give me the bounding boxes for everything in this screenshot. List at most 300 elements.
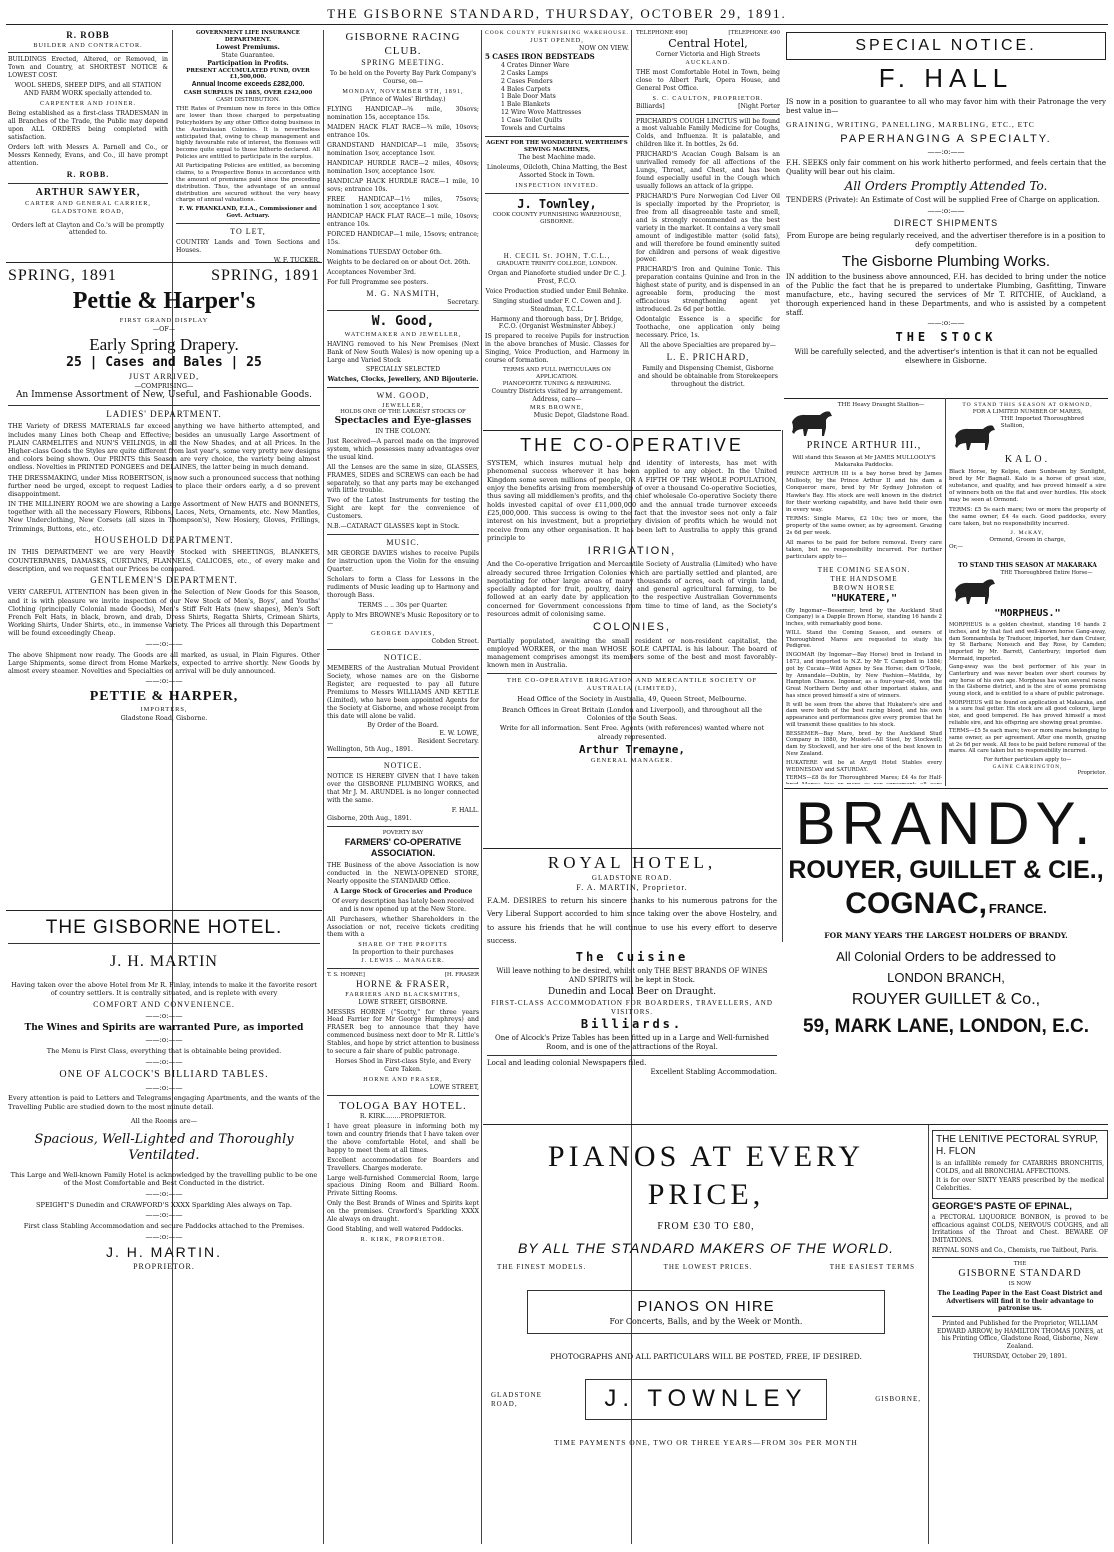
ormond-sign: J. McKAY, <box>1010 530 1045 537</box>
hukatere-p6: HUKATERE will be at Argyll Hotel Stables every WEDNESDAY and SATURDAY. <box>786 759 942 773</box>
horne-sign: HORNE AND FRASER, <box>363 1076 443 1083</box>
music-sign: GEORGE DAVIES, <box>370 629 436 637</box>
notice1-p1: MEMBERS of the Australian Mutual Provident Society, whose names are on the Gisborne Register, are requested to pay all future Premiums to Messrs WILLIAMS AND KETTLE (Limited), who have been appointed Agents for the Society at Gisborne, and whose receipt from this date will alone be valid. <box>327 664 479 720</box>
divider <box>327 757 479 758</box>
kalo-ad <box>949 402 1106 552</box>
brandy-addr: 59, MARK LANE, LONDON, E.C. <box>802 1015 1090 1037</box>
furnishing-item: 1 Bale Door Mats <box>501 93 556 101</box>
coop-p6: Branch Offices in Great Britain (London and Liverpool), and throughout all the Colonies of the South Seas. <box>501 705 763 722</box>
cecil-p9: Address, care— <box>532 395 582 403</box>
furnishing-item: Towels and Curtains <box>501 125 566 133</box>
hall-p6: Will be carefully selected, and the advertiser's intention is that it can not be equalled elsewhere in Gisborne. <box>794 347 1098 365</box>
divider <box>327 968 479 969</box>
central-left: Billiards] <box>636 102 665 110</box>
pettie-p1: THE Variety of DRESS MATERIALS far exceed anything we have hitherto attempted, and includes many Lines both Cheap and Effective; besides an unusually Large Assortment of PLAIN CARMELITES and NUN'S VEILINGS, in all the New Shades, and at all Prices. In the Higher-class Goods the Styles are quite different from last year's, some very pretty new designs and colors being shown. Our PRINTS this Season are very choice, the variety being almost endless. Novelties in PRINTED PONGEES and DELAINES, the latter being in much demand. <box>8 422 320 472</box>
column-3 <box>327 30 479 1545</box>
hall-p2: F.H. SEEKS only fair comment on his work hitherto performed, and feels certain that the Quality will bear out his claim. <box>786 158 1106 176</box>
column-rule <box>928 1125 929 1544</box>
brandy-p2: All Colonial Orders to be addressed to <box>836 948 1056 964</box>
govlife-l3: Participation in Profits. <box>207 59 289 67</box>
ornament: ——:o:—— <box>145 1036 183 1045</box>
racing-p7: FREE HANDICAP—1½ miles, 75sovs; nomination 1 sov, acceptance 1 sov. <box>327 195 479 211</box>
divider <box>8 943 320 944</box>
notice1-date: Wellington, 5th Aug., 1891. <box>327 746 413 754</box>
central-right: [Night Porter <box>738 102 780 110</box>
royal-billiards: Billiards. <box>580 1016 684 1031</box>
pianos-terms: TIME PAYMENTS ONE, TWO OR THREE YEARS—FROM 30s PER MONTH <box>554 1438 858 1448</box>
divider <box>932 1257 1108 1258</box>
cecil-sign: MRS BROWNE, <box>530 403 584 411</box>
farmers-p5: SHARE OF THE PROFITS <box>358 941 448 949</box>
furnishing-item: 1 Case Toilet Quilts <box>501 117 563 125</box>
furnishing-ad <box>485 30 629 248</box>
horne-addr: LOWE STREET, GISBORNE. <box>358 998 448 1006</box>
ornament: ——:o:—— <box>145 677 183 686</box>
furnishing-item: 2 Cases Fenders <box>501 77 553 85</box>
hotel-p11: First class Stabling Accommodation and secure Paddocks attached to the Premises. <box>23 1222 305 1231</box>
furnishing-item: 12 Wire Wove Mattresses <box>501 109 582 117</box>
pettie-p5: VERY CAREFUL ATTENTION has been given in the Selection of New Goods for this Season, and it is with pleasure we invite inspection of our New Stock of Men's, Boys', and Youths' Clothing (principally Colonial made Goods), Men's Stiff Felt Hats (new shapes), Men's Soft French Felt Hats, in black, brown, and drab, Dress Shirts, Regatta Shirts, Crimean Shirts, Working Shirts, Under Shirts, etc., in immense Variety. The Prices all through this Department will be found exceedingly Cheap. <box>8 588 320 638</box>
horne-sub: FARRIERS AND BLACKSMITHS, <box>345 990 461 998</box>
good-p1: HAVING removed to his New Premises (Next Bank of New South Wales) is now opening up a Large and Varied Stock <box>327 340 479 364</box>
divider <box>636 114 780 115</box>
racing-p10: Nominations TUESDAY October 6th. <box>327 249 442 257</box>
prince-title: PRINCE ARTHUR III., <box>806 440 922 451</box>
notice2-title: NOTICE. <box>383 761 423 771</box>
royal-addr: GLADSTONE ROAD. <box>591 873 673 882</box>
central-p1: THE most Comfortable Hotel in Town, being close to Albert Park, Opera House, and General Post Office. <box>636 68 780 92</box>
prichard-p1: PRICHARD'S COUGH LINCTUS will be found a most valuable Family Medicine for Coughs, Colds, and Influenza. It is palatable, and children like it. In bottles, 2s 6d. <box>636 117 780 149</box>
divider <box>784 398 1108 399</box>
pianos-title: PIANOS AT EVERY PRICE, <box>547 1140 865 1212</box>
furnishing-best: The best Machine made. <box>518 153 596 161</box>
racing-p4: GRANDSTAND HANDICAP—1 mile, 35sovs; nomination 1sov, acceptance 1sov. <box>327 141 479 157</box>
govlife-l1: Lowest Premiums. <box>216 43 280 51</box>
racing-date: MONDAY, NOVEMBER 9TH, 1891, <box>342 88 464 96</box>
hotel-p8: Spacious, Well-Lighted and Thoroughly Ventilated. <box>34 1131 294 1164</box>
divider <box>487 673 777 674</box>
music-p2: Scholars to form a Class for Lessons in the rudiments of Music leading up to Harmony and thorough Bass. <box>327 576 479 600</box>
gisborne-hotel-ad <box>8 916 320 1546</box>
ornament: ——:o:—— <box>927 319 965 328</box>
robb-h2: CARPENTER AND JOINER. <box>39 100 137 108</box>
hotel-p9: This Large and Well-known Family Hotel is acknowledged by the travelling public to be one of the Most Comfortable and Best Conducted in the district. <box>10 1171 318 1188</box>
morpheus-p4: Gang-away was the best performer of his year in Canterbury and was never beaten over short courses by any horse of his own age. Morpheus has won several races in the Gisborne district, and is the sire of some promising young stock, and is entitled to a share of public patronage. <box>949 664 1106 698</box>
prince-arthur-ad <box>786 402 942 562</box>
coop-sign: Arthur Tremayne, <box>579 742 685 756</box>
prince-p3: PRINCE ARTHUR III is a bay horse bred by James Mullooly, by the Prince Arthur II and his dam a Conqueror mare, bred by Mr Sydney Johnston of Hawke's Bay. His stock are well known in the district for their working capability, and have held their own in every way. <box>786 471 942 513</box>
pettie-p4: IN THIS DEPARTMENT we are very Heavily Stocked with SHEETINGS, BLANKETS, COUNTERPANES, DAMASKS, CURTAINS, FLANNELS, CALICOES, etc., of every make and description, and we request that our Prices be compared. <box>8 548 320 573</box>
imprint-date: THURSDAY, October 29, 1891. <box>973 1352 1067 1360</box>
racing-note: (Prince of Wales' Birthday.) <box>360 96 446 104</box>
furnishing-item: 4 Bales Carpets <box>501 85 551 93</box>
divider <box>485 136 629 137</box>
robb-name: R. ROBB <box>66 30 110 40</box>
bottom-right-ads <box>932 1128 1108 1546</box>
tolet-p1: COUNTRY Lands and Town Sections and Houses. <box>176 239 320 255</box>
govlife-title: GOVERNMENT LIFE INSURANCE DEPARTMENT. <box>195 30 301 43</box>
govlife-p1: THE Rates of Premium now in force in this Office are lower than those charged to perpetuating Policyholders by any other Office doing business in the Australasian Colonies. It is nevertheless anticipated that, owing to cheap management and highly favourable rate of interest, the Bonuses will become quite equal to those hitherto declared. All Policies are entitled to participate in the surplus. <box>176 106 320 161</box>
hotel-p7: All the Rooms are— <box>130 1117 198 1126</box>
ormond-p5: TERMS: £5 5s each mare; two or more the property of the same owner, £4 4s each. Good paddocks, every care taken, but no responsibility incurred. <box>949 506 1106 527</box>
govlife-l7: CASH DISTRIBUTION. <box>215 97 281 104</box>
prince-p4: TERMS: Single Mares, £2 10s; two or more, the property of the same owner, as by agreement. Grazing 2s 6d per week. <box>786 516 942 537</box>
ornament: ——:o:—— <box>145 1011 183 1020</box>
tologa-p2: Excellent accommodation for Boarders and Travellers. Charges moderate. <box>327 1156 479 1172</box>
prichard-p5: Odontalgic Essence is a specific for Toothache, one application only being necessary. Price, 1s. <box>636 316 780 339</box>
brandy-branch: LONDON BRANCH, <box>887 969 1005 985</box>
royal-cuisine: The Cuisine <box>575 950 689 965</box>
pettie-harper-ad <box>8 266 320 942</box>
tologa-p3: Large well-furnished Commercial Room, large spacious Dining Room and Billiard Room. Private Sitting Rooms. <box>327 1174 479 1198</box>
central-tel-left: TELEPHONE 490] <box>636 30 688 36</box>
hukatere-p3: INGOMAR (by Ingomar—Bay Horse) bred in Ireland in 1873, and imported to N.Z. by Mr T. Campbell in 1884; got by Cucaia—Wild Agnes by Sea Horse; dam O'Toole, by Annandale—Dublin, by New Fashion—Matilda, by Hampton Chance. Ingomar, as a four-year-old, won the Great Northern Derby and other important stakes, and has since proved himself a sire of winners. <box>786 652 942 699</box>
robb-p1: BUILDINGS Erected, Altered, or Removed, in Town and Country, at SHORTEST NOTICE & LOWEST COST. <box>8 56 168 80</box>
racing-p2: FLYING HANDICAP—⅝ mile, 30sovs; nomination 15s, acceptance 15s. <box>327 106 479 122</box>
royal-p6: Local and leading colonial Newspapers filed. <box>487 1059 647 1068</box>
robb-sign: R. ROBB. <box>66 169 110 179</box>
central-tel-right: [TELEPHONE 490 <box>728 30 780 36</box>
furnishing-items <box>485 62 629 133</box>
sawyer-addr: GLADSTONE ROAD, <box>51 207 125 215</box>
divider <box>6 262 322 263</box>
pianos-makers: BY ALL THE STANDARD MAKERS OF THE WORLD. <box>517 1239 895 1256</box>
ornament: ——:o:—— <box>145 1211 183 1220</box>
cecil-addr: Music Depot, Gladstone Road. <box>533 411 629 419</box>
pettie-ladies: LADIES' DEPARTMENT. <box>106 408 222 419</box>
furnishing-now: NOW ON VIEW. <box>579 44 629 52</box>
central-sign: S. C. CAULTON, PROPRIETOR. <box>652 94 764 102</box>
pettie-p6: The above Shipment now ready. The Goods are all marked, as usual, in Plain Figures. Other Large Shipments, some direct from Home Markets, expected to arrive shortly. New Goods by almost every steamer. Novelties and Specialties on arrival will be duly announced. <box>8 650 320 675</box>
central-city: AUCKLAND. <box>685 58 731 66</box>
coop-p1: SYSTEM, which insures mutual help and identity of interests, has met with phenomenal success wherever it has been applied to any object. In the United Kingdom some seven millions of people, OR A FIFTH OF THE WHOLE POPULATION, enjoy the benefits arising from membership of over a thousand Co-operative Societies, thus saving all middlemen's profits, and the chief wholesale Co-operative Society there holds invested capital of over £11,000,000 and the annual trade turnover exceeds £25,000,000. This success is owing to the fact that the investor sees not only a fair interest on his investment, but a proprietary division of profits which he would not receive from any other organisation. It has been left to Australia to apply this grand principle to <box>487 459 777 542</box>
cecil-p4: Harmony and thorough bass, Dr J. Bridge, F.C.O. (Organist Westminster Abbey.) <box>490 315 624 331</box>
central-addr: Corner Victoria and High Streets <box>655 50 761 58</box>
lenitive-p2: It is for over SIXTY YEARS prescribed by the medical Celebrities. <box>936 1177 1104 1193</box>
sawyer-p1: Orders left at Clayton and Co.'s will be promptly attended to. <box>11 221 165 237</box>
ornament: ——:o:—— <box>145 1232 183 1241</box>
hotel-sign: J. H. MARTIN. <box>106 1243 222 1260</box>
tolet-sign: W. F. TUCKER. <box>273 257 320 262</box>
morpheus-role: Proprietor. <box>1077 770 1106 777</box>
royal-p4: FIRST-CLASS ACCOMMODATION FOR BOARDERS, TRAVELLERS, AND VISITORS. <box>491 998 773 1016</box>
furnishing-p1: Linoleums, Oilcloth, China Matting, the Best Assorted Stock in Town. <box>486 163 628 179</box>
divider <box>483 1124 1108 1125</box>
brandy-ad <box>786 792 1106 1120</box>
column-rule <box>945 398 946 786</box>
pianos-name: J. TOWNLEY <box>585 1379 826 1420</box>
prince-p5: All mares to be paid for before removal. Every care taken, but no responsibility incurred. For further particulars apply to— <box>786 539 942 560</box>
ormond-p1: TO STAND THIS SEASON AT ORMOND, <box>962 402 1093 408</box>
pettie-p3: IN THE MILLINERY ROOM we are showing a Large Assortment of New HATS and BONNETS, together with all the necessary Flowers, Ribbons, Laces, Nets, Ornaments, etc. New Mantles, New Underclothing, New Corsets (all sizes in Thompson's), New Hosiery, Gloves, Frillings, Trimmings, Buttons, etc., etc. <box>8 500 320 533</box>
good-title: W. Good, <box>371 314 435 330</box>
pettie-household: HOUSEHOLD DEPARTMENT. <box>94 534 234 545</box>
robb-ad <box>8 30 168 262</box>
hotel-p10: SPEIGHT'S Dunedin and CRAWFORD'S XXXX Sparkling Ales always on Tap. <box>36 1200 292 1209</box>
govlife-l5: Annual Income exceeds £282,000. <box>191 81 305 89</box>
racing-p6: HANDICAP HACK HURDLE RACE—1 mile, 10 sovs; entrance 10s. <box>327 177 479 193</box>
coop-role: GENERAL MANAGER. <box>590 757 674 765</box>
hukatere-p1: (By Ingomar—Bessemer; bred by the Auckland Stud Company) is a Dapple Brown Horse, standing 16 hands 2 inches, with remarkably good bone. <box>786 607 942 628</box>
pianos-ad <box>487 1130 925 1548</box>
racing-p13: For full Programme see posters. <box>327 278 429 286</box>
racing-sub: SPRING MEETING. <box>361 58 445 68</box>
ornament: ——:o:—— <box>927 147 965 156</box>
notice2-sign: F. HALL. <box>451 807 479 815</box>
notice2-date: Gisborne, 20th Aug., 1891. <box>327 815 412 823</box>
hall-ad <box>786 30 1106 394</box>
furnishing-item: 2 Casks Lamps <box>501 69 549 77</box>
govlife-sign: F. W. FRANKLAND, F.I.A., Commissioner and Govt. Actuary. <box>179 206 317 220</box>
cecil-p2: Voice Production studied under Emil Behnke. <box>485 287 629 295</box>
farmers-p3: Of every description has lately been received and is now opened up at the New Store. <box>331 897 475 913</box>
ormond-p2: FOR A LIMITED NUMBER OF MARES, <box>972 409 1083 416</box>
morpheus-p5: MORPHEUS will be found on application at Makaraka, and is a sure foal getter. His stock are all good colours, large size, and good tempered. He has proved himself a most reliable sire, and his offspring are showing great promise. <box>949 699 1106 726</box>
royal-title: ROYAL HOTEL, <box>547 853 717 872</box>
column-rule <box>481 30 482 1544</box>
coop-p2: And the Co-operative Irrigation and Mercantile Society of Australia (Limited) who have already secured three Irrigation Colonies which are partially settled and planted, are negotiating for other large areas of many thousands of acres, each of virgin land, specially adapted for fruit, poultry, dairy, and general agricultural farming, to be followed at an early date by application to the respective Australian Governments concerned for Government concessions from time to time of land, as the Society's resources admit of colonising same. <box>487 560 777 619</box>
music-p4: Apply to Mrs BROWNE's Music Repository or to— <box>327 611 479 627</box>
divider <box>8 183 168 184</box>
standard-p1: The Leading Paper in the East Coast District and Advertisers will find it to their advantage to patronise us. <box>937 1289 1103 1313</box>
brandy-country: FRANCE. <box>988 901 1047 916</box>
robb-p2: WOOL SHEDS, SHEEP DIPS, and all STATION AND FARM WORK specially attended to. <box>14 82 162 98</box>
morpheus-p2: THE Thoroughbred Entire Horse— <box>1000 569 1093 576</box>
sawyer-trade: CARTER AND GENERAL CARRIER, <box>25 199 151 207</box>
royal-hotel-ad <box>487 852 777 1120</box>
hotel-p4: The Menu is First Class, everything that is obtainable being provided. <box>46 1047 282 1056</box>
prichard-sign: L. E. PRICHARD, <box>666 351 750 362</box>
coop-p4: THE CO-OPERATIVE IRRIGATION AND MERCANTILE SOCIETY OF AUSTRALIA (LIMITED), <box>506 676 758 693</box>
furnishing-item: 4 Crates Dinner Ware <box>501 61 570 69</box>
divider <box>327 826 479 827</box>
tologa-p1: I have great pleasure in informing both my town and country friends that I have taken over the above comfortable Hotel, and shall be happy to meet them at all times. <box>327 1122 479 1154</box>
tologa-p4: Only the Best Brands of Wines and Spirits kept on the premises. Crawford's Sparkling XXXX Ale always on draught. <box>327 1200 479 1224</box>
furnishing-sign: J. Townley, <box>517 196 597 211</box>
racing-role: Secretary. <box>447 299 479 307</box>
pianos-photo: PHOTOGRAPHS AND ALL PARTICULARS WILL BE POSTED, FREE, IF DESIRED. <box>550 1351 862 1361</box>
furnishing-cases: 5 CASES IRON BEDSTEADS <box>485 51 595 61</box>
divider <box>327 1095 479 1096</box>
notice1-title: NOTICE. <box>383 652 423 662</box>
robb-p4: Orders left with Messrs A. Parnell and Co., or Messrs Kennedy, Evans, and Co., ill have prompt attention. <box>8 143 168 167</box>
morpheus-p7: For further particulars apply to— <box>983 756 1072 763</box>
divider <box>932 1316 1108 1317</box>
hukatere-p2: WILL Stand the Coming Season, and owners of Thoroughbred Mares are requested to study his Pedigree. <box>786 629 942 650</box>
hall-title: SPECIAL NOTICE. <box>855 37 1037 54</box>
royal-owner: F. A. MARTIN, Proprietor. <box>576 882 688 892</box>
furnishing-role: COOK COUNTY FURNISHING WAREHOUSE, GISBORNE. <box>492 212 622 225</box>
hotel-p6: Every attention is paid to Letters and Telegrams engaging Apartments, and the wants of the Travelling Public are studied down to the most minute detail. <box>8 1094 320 1111</box>
standard-title: GISBORNE STANDARD <box>958 1268 1082 1280</box>
column-rule <box>323 30 324 1544</box>
pettie-of: —OF— <box>152 325 176 334</box>
farmers-sign: J. LEWIS .. MANAGER. <box>361 957 445 965</box>
cecil-p6: TERMS AND FULL PARTICULARS ON APPLICATION. <box>503 367 611 381</box>
pettie-immense: An Immense Assortment of New, Useful, and Fashionable Goods. <box>15 390 313 401</box>
horne-title: HORNE & FRASER, <box>356 979 450 990</box>
pettie-title: Pettie & Harper's <box>72 288 256 315</box>
notice1-p2: By Order of the Board. <box>367 722 439 730</box>
pettie-p2: THE DRESSMAKING, under Miss ROBERTSON, is now such a pronounced success that nothing further need be urged, except to request Ladies to place their orders early, a d so prevent disappointment. <box>8 473 320 498</box>
furnishing-opened: JUST OPENED, <box>530 36 584 44</box>
divider <box>483 430 781 431</box>
hotel-p3: The Wines and Spirits are warranted Pure, as imported <box>24 1022 304 1033</box>
farmers-title: FARMERS' CO-OPERATIVE ASSOCIATION. <box>344 836 462 859</box>
ormond-name: KALO. <box>1004 454 1051 466</box>
tologa-title: TOLOGA BAY HOTEL. <box>339 1099 467 1112</box>
good-p10: N.B.—CATARACT GLASSES kept in Stock. <box>327 523 460 531</box>
hukatere-name: "HUKATERE," <box>830 592 898 604</box>
pettie-arrived: JUST ARRIVED, <box>128 371 200 381</box>
hall-orders: All Orders Promptly Attended To. <box>844 178 1048 193</box>
brandy-co: ROUYER GUILLET & Co., <box>851 991 1041 1009</box>
royal-p3: Dunedin and Local Beer on Draught. <box>548 987 716 998</box>
prichard-p2: PRICHARD'S Acacian Cough Balsam is an unrivalled remedy for all affections of the Lungs, Throat, and Chest, and has been found especially useful in the Cough which usually follows an attack of la grippe. <box>636 151 780 191</box>
ornament: ——:o:—— <box>145 1189 183 1198</box>
coop-h3: COLONIES, <box>593 621 671 634</box>
hotel-p5: ONE OF ALCOCK'S BILLIARD TABLES. <box>59 1068 269 1080</box>
standard-the: THE <box>1013 1261 1027 1268</box>
hotel-title: THE GISBORNE HOTEL. <box>45 917 283 938</box>
music-p1: MR GEORGE DAVIES wishes to receive Pupils for instruction upon the Violin for the ensuing Quarter. <box>327 550 479 574</box>
pianos-hire: PIANOS ON HIRE <box>637 1298 775 1316</box>
spring-right: SPRING, 1891 <box>211 267 320 284</box>
good-p2: SPECIALLY SELECTED <box>365 366 441 374</box>
govlife-ad <box>176 30 320 262</box>
morpheus-name: "MORPHEUS." <box>994 607 1061 619</box>
hall-special: PAPERHANGING A SPECIALTY. <box>840 132 1052 145</box>
divider <box>6 910 322 911</box>
good-sub: WATCHMAKER AND JEWELLER, <box>344 330 462 338</box>
divider <box>784 788 1108 789</box>
music-p3: TERMS .. .. 30s per Quarter. <box>358 601 448 609</box>
horne-addr2: LOWE STREET, <box>429 1083 479 1091</box>
divider <box>327 534 479 535</box>
lenitive-title: THE LENITIVE PECTORAL SYRUP, H. FLON <box>936 1134 1099 1157</box>
horse-illustration <box>949 570 999 608</box>
good-name2: WM. GOOD, <box>376 391 430 401</box>
standard-is: IS NOW <box>1008 1281 1032 1288</box>
ormond-or: Or,— <box>949 544 964 551</box>
prichard-p6: All the above Specialties are prepared by— <box>640 341 776 349</box>
brandy-p1: FOR MANY YEARS THE LARGEST HOLDERS OF BRANDY. <box>824 931 1068 941</box>
pianos-right: GISBORNE, <box>875 1395 921 1404</box>
divider <box>483 848 781 849</box>
coop-p5: Head Office of the Society in Australia, 49, Queen Street, Melbourne. <box>517 695 747 704</box>
govlife-l4: PRESENT ACCUMULATED FUND, OVER £1,500,000. <box>186 67 310 81</box>
furnishing-title: COOK COUNTY FURNISHING WAREHOUSE. <box>485 30 629 36</box>
racing-p9: FORCED HANDICAP—1 mile, 15sovs; entrance; 15s. <box>327 231 479 247</box>
pianos-left: GLADSTONE ROAD, <box>491 1390 542 1408</box>
ornament: ——:o:—— <box>927 207 965 216</box>
ormond-role: Ormond, Groom in charge, <box>989 537 1066 544</box>
morpheus-sign: GAINE CARRINGTON, <box>992 763 1063 770</box>
royal-p5: One of Alcock's Prize Tables has been fitted up in a Large and Well-furnished Room, and is one of the attractions of the Royal. <box>495 1034 769 1052</box>
morpheus-p1: TO STAND THIS SEASON AT MAKARAKA <box>958 562 1097 569</box>
brandy-city: COGNAC, <box>845 887 987 920</box>
tologa-p5: Good Stabling, and well watered Paddocks. <box>327 1226 464 1234</box>
central-title: Central Hotel, <box>668 36 748 50</box>
pianos-range: FROM £30 TO £80, <box>657 1220 755 1232</box>
racing-p12: Acceptances November 3rd. <box>327 269 416 277</box>
ormond-p4: Black Horse, by Kelpie, dam Sunbeam by Sunlight, bred by Mr Bagnall. Kalo is a horse of great size, substance, and quality, and has proved himself a sire of winners both on the flat and over hurdles. His stock may be seen at Ormond. <box>949 468 1106 504</box>
govlife-l6: CASH SURPLUS IN 1885, OVER £242,000 <box>183 90 313 97</box>
georges-p2: REYNAL SONS and Co., Chemists, rue Taitbout, Paris. <box>932 1246 1098 1254</box>
pettie-cases: 25 | Cases and Bales | 25 <box>66 355 262 371</box>
coop-p3: Partially populated, awaiting the small resident or non-resident capitalist, the employed WORKER, or the man WHOSE SOLE CAPITAL is his labour. The board of management comprises amongst its members some of the best and most favorably-known men in Australia. <box>487 636 777 670</box>
horse-illustration <box>786 402 836 440</box>
brandy-title: BRANDY. <box>795 792 1097 857</box>
divider <box>327 310 479 311</box>
coop-p7: Write for all information. Sent Free. Agents (with references) wanted where not already represented. <box>499 724 765 741</box>
hotel-p1: Having taken over the above Hotel from Mr R. Finlay, intends to make it the favorite resort of country settlers. It is centrally situated, and is replete with every <box>11 980 317 998</box>
tolet-title: TO LET, <box>230 227 266 237</box>
racing-p11: Weights to be declared on or about Oct. 26th. <box>327 259 471 267</box>
racing-p5: HANDICAP HURDLE RACE—2 miles, 40sovs; nomination 1sov, acceptance 1sov. <box>327 159 479 175</box>
furnishing-p2: INSPECTION INVITED. <box>515 181 599 189</box>
sawyer-name: ARTHUR SAWYER, <box>35 186 141 198</box>
farmers-p2: A Large Stock of Groceries and Produce <box>333 887 473 895</box>
divider <box>327 387 479 388</box>
cecil-ad <box>485 252 629 428</box>
tologa-owner: R. KIRK........PROPRIETOR. <box>359 1112 447 1120</box>
royal-p7: Excellent Stabling Accommodation. <box>650 1068 777 1077</box>
hall-p1: IS now in a position to guarantee to all who may favor him with their Patronage the very best value in— <box>786 97 1106 115</box>
robb-p3: Being established as a first-class TRADESMAN in all Branches of the Trade, the Public may depend upon ALL ORDERS being completed with satisfaction. <box>8 110 168 141</box>
pettie-comprising: —COMPRISING— <box>134 382 194 391</box>
spring-left: SPRING, 1891 <box>8 267 117 284</box>
pettie-heading: Early Spring Drapery. <box>89 334 239 354</box>
brandy-maker: ROUYER, GUILLET & CIE., <box>788 856 1104 884</box>
cecil-p1: Organ and Pianoforte studied under Dr C. J. Frost, F.C.O. <box>488 269 626 285</box>
pianos-t1: THE FINEST MODELS. <box>497 1263 587 1272</box>
ornament: ——:o:—— <box>145 1057 183 1066</box>
racing-p3: MAIDEN HACK FLAT RACE—¾ mile, 10sovs; entrance 10s. <box>327 124 479 139</box>
farmers-l1: POVERTY BAY <box>382 830 424 837</box>
racing-title: GISBORNE RACING CLUB. <box>345 31 461 58</box>
pettie-role: IMPORTERS, <box>140 705 188 713</box>
good-p9: Two of the Latest Instruments for testing the Sight are kept for the convenience of Customers. <box>327 497 479 521</box>
ormond-p3: THE Imported Thoroughbred Stallion, <box>1000 416 1084 430</box>
robb-trade: BUILDER AND CONTRACTOR. <box>33 41 143 49</box>
masthead-rule <box>6 24 1108 25</box>
good-p4: HOLDS ONE OF THE LARGEST STOCKS OF <box>340 409 466 416</box>
prichard-p7: Family and Dispensing Chemist, Gisborne and should be obtainable from Storekeepers throughout the district. <box>638 365 778 389</box>
morpheus-ad <box>949 562 1106 784</box>
prichard-p4: PRICHARD'S Iron and Quinine Tonic. This preparation contains Quinine and Iron in the highest state of purity, and is dispensed in an agreeable form, producing the most efficacious strengthening agent yet introduced. 2s 6d per bottle. <box>636 266 780 314</box>
good-p6: IN THE COLONY. <box>375 427 431 435</box>
horne-p1: MESSRS HORNE ("Scotty," for three years Head Farrier for Mr George Humphreys) and FRASER beg to announce that they have commenced business next door to Mr R. Little's Stables, and hope by strict attention to business to secure a fair share of public patronage. <box>327 1008 479 1056</box>
horne-p2: Horses Shod in First-class Style, and Every Care Taken. <box>335 1058 471 1074</box>
prince-p1: THE Heavy Draught Stallion— <box>837 402 925 408</box>
hall-p5: IN addition to the business above announced, F.H. has decided to bring under the notice of the Public the fact that he is prepared to undertake Plumbing, Gasfitting, Tinware manufacture, etc., having secured the services of Mr T. RITCHIE, of Auckland, a thorough experienced hand in these Departments, and who is assisted by a competent staff. <box>786 272 1106 317</box>
royal-p2: Will leave nothing to be desired, whilst only THE BEST BRANDS OF WINES AND SPIRITS will be kept in Stock. <box>496 967 768 985</box>
masthead: THE GISBORNE STANDARD, THURSDAY, OCTOBER 29, 1891. <box>327 6 787 21</box>
central-prichard <box>636 30 780 428</box>
hukatere-handsome: THE HANDSOME <box>830 574 898 583</box>
notice1-role: Resident Secretary. <box>417 738 479 746</box>
divider <box>8 52 168 53</box>
coop-title: THE CO-OPERATIVE <box>520 435 744 455</box>
good-p7: Just Received—A parcel made on the improved system, which possesses many advantages over the usual kind. <box>327 437 479 461</box>
lenitive-p1: is an infallible remedy for CATARRHS BRONCHITIS, COLDS, and all BRONCHIAL AFFECTIONS. <box>936 1160 1104 1175</box>
hall-works: The Gisborne Plumbing Works. <box>841 252 1051 270</box>
prince-p2: Will stand this Season at Mr JAMES MULLOOLY'S Makaraka Paddocks. <box>792 454 936 468</box>
govlife-p2: All Participating Policies are entitled, as becoming claims, to a Prospective Bonus in accordance with the amount of premiums paid since the preceding distribution. Thus, the advantage of an annual distribution are secured without the very heavy charge of annual valuations. <box>176 163 320 204</box>
hukatere-p4: It will be seen from the above that Hukatere's sire and dam were both of the best racing blood, and his own appearance and performances give every promise that he will transmit these qualities to his stock. <box>786 701 942 728</box>
divider <box>485 193 629 194</box>
